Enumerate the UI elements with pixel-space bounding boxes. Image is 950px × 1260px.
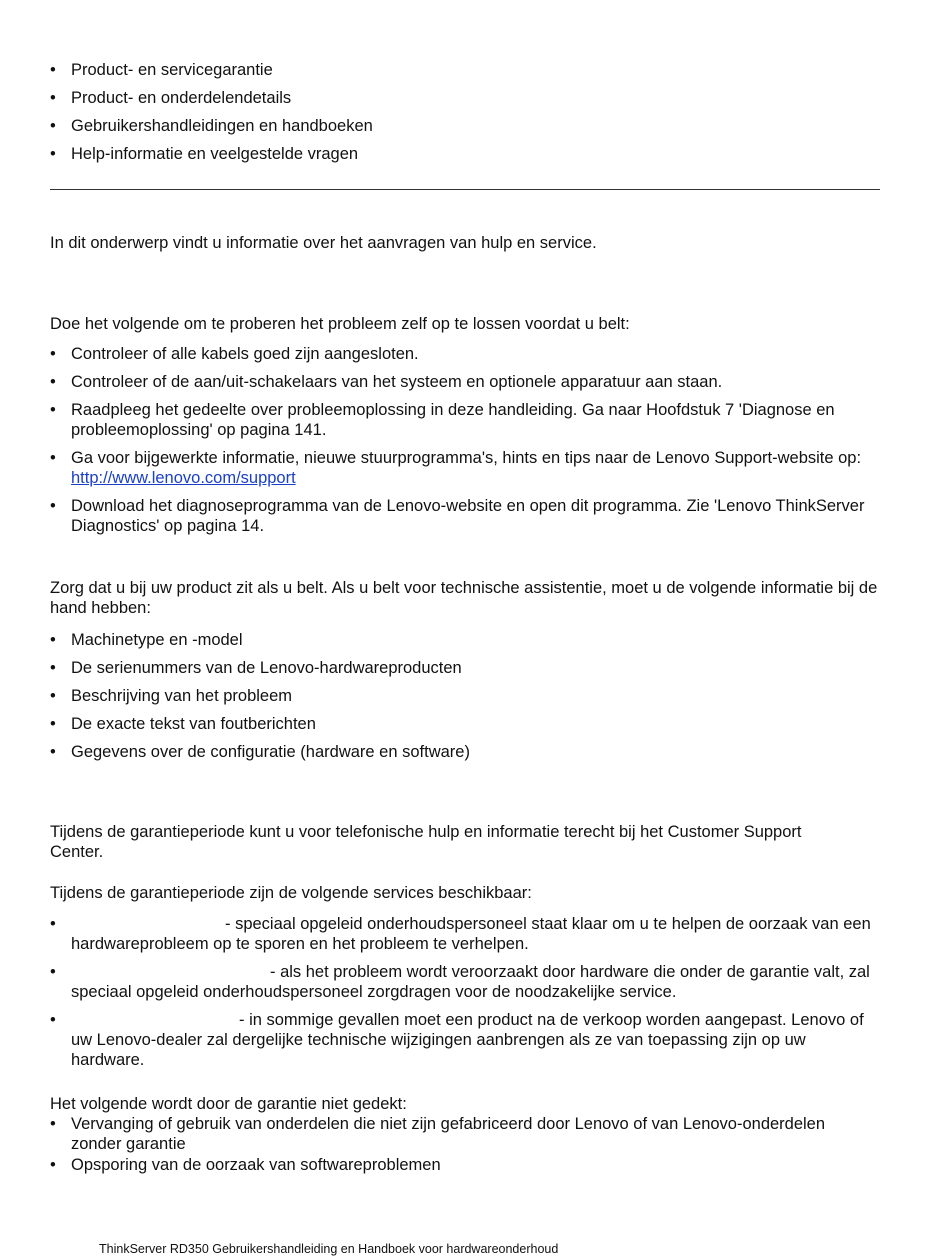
services-list [50, 914, 882, 1070]
not-covered-lead: Het volgende wordt door de garantie niet gedekt: [50, 1095, 407, 1113]
list-item: • Beschrijving van het probleem [50, 686, 882, 706]
calling-lead: Zorg dat u bij uw product zit als u belt. Als u belt voor technische assistentie, moet u de volgende informatie bij de hand hebben: [50, 579, 878, 617]
list-item [50, 914, 882, 954]
list-item: • Product- en servicegarantie [50, 60, 882, 80]
before-call-list [50, 344, 882, 536]
list-item: • Gebruikershandleidingen en handboeken [50, 116, 882, 136]
list-item: • De exacte tekst van foutberichten [50, 714, 882, 734]
list-item: • Vervanging of gebruik van onderdelen die niet zijn gefabriceerd door Lenovo of van Lenovo-onderdelen zonder garantie [50, 1114, 870, 1154]
list-item: • Opsporing van de oorzaak van softwareproblemen [50, 1155, 870, 1175]
list-item: • Download het diagnoseprogramma van de Lenovo-website en open dit programma. Zie 'Lenovo ThinkServer Diagnostics' op pagina 14. [50, 496, 882, 536]
list-item [50, 962, 882, 1002]
warranty-paragraph: Tijdens de garantieperiode kunt u voor telefonische hulp en informatie terecht bij het Customer Support Center. [50, 823, 802, 861]
resources-list [50, 60, 882, 164]
list-item: • Product- en onderdelendetails [50, 88, 882, 108]
list-item: • Help-informatie en veelgestelde vragen [50, 144, 882, 164]
list-item: • Machinetype en -model [50, 630, 882, 650]
service-description: - in sommige gevallen moet een product na de verkoop worden aangepast. Lenovo of uw Lenovo-dealer zal dergelijke technische wijzigingen aanbrengen als ze van toepassing zijn op uw hardware. [71, 1011, 864, 1069]
section-divider [50, 189, 880, 190]
calling-info-list [50, 630, 882, 762]
list-item: • Gegevens over de configuratie (hardware en software) [50, 742, 882, 762]
list-item [50, 1010, 882, 1070]
service-description: - speciaal opgeleid onderhoudspersoneel staat klaar om u te helpen de oorzaak van een hardwareprobleem op te sporen en het probleem te verhelpen. [71, 915, 871, 953]
support-link[interactable]: http://www.lenovo.com/support [71, 469, 296, 487]
before-call-lead: Doe het volgende om te proberen het probleem zelf op te lossen voordat u belt: [50, 315, 630, 333]
not-covered-list [50, 1114, 870, 1175]
page-footer: ThinkServer RD350 Gebruikershandleiding en Handboek voor hardwareonderhoud [99, 1242, 559, 1256]
services-lead: Tijdens de garantieperiode zijn de volgende services beschikbaar: [50, 884, 532, 902]
list-item: • Controleer of de aan/uit-schakelaars van het systeem en optionele apparatuur aan staan. [50, 372, 882, 392]
service-description: - als het probleem wordt veroorzaakt door hardware die onder de garantie valt, zal speciaal opgeleid onderhoudspersoneel zorgdragen voor de noodzakelijke service. [71, 963, 870, 1001]
intro-paragraph: In dit onderwerp vindt u informatie over het aanvragen van hulp en service. [50, 234, 597, 252]
list-item: • De serienummers van de Lenovo-hardwareproducten [50, 658, 882, 678]
list-item: • Controleer of alle kabels goed zijn aangesloten. [50, 344, 882, 364]
list-item [50, 448, 882, 488]
support-website-text: Ga voor bijgewerkte informatie, nieuwe stuurprogramma's, hints en tips naar de Lenovo Support-website op: [71, 449, 862, 467]
list-item: • Raadpleeg het gedeelte over probleemoplossing in deze handleiding. Ga naar Hoofdstuk 7 'Diagnose en probleemoplossing' op pagina 141. [50, 400, 882, 440]
